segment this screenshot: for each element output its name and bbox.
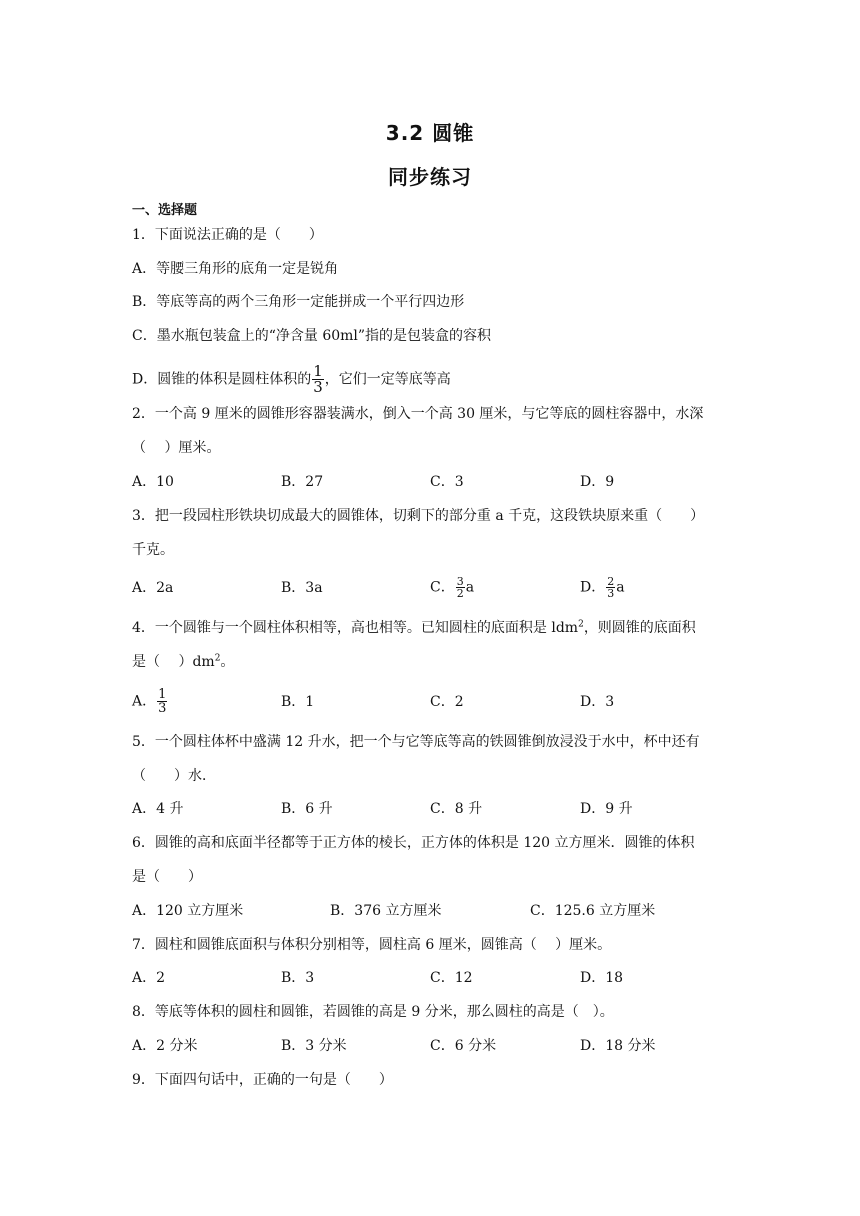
question-3-stem-continued: 千克。	[132, 542, 174, 558]
question-4-stem	[132, 618, 696, 638]
question-8-option-d: D．18 分米	[580, 1038, 656, 1054]
fraction	[157, 688, 167, 715]
option-text: a	[465, 579, 475, 596]
question-9-stem: 9．下面四句话中，正确的一句是（ ）	[132, 1072, 393, 1088]
question-6-option-c: C．125.6 立方厘米	[530, 903, 656, 919]
fraction-numerator: 2	[607, 575, 615, 588]
fraction	[606, 576, 615, 599]
question-6-option-b: B．376 立方厘米	[330, 903, 442, 919]
question-2-stem: 2．一个高 9 厘米的圆锥形容器装满水，倒入一个高 30 厘米，与它等底的圆柱容器中，水深	[132, 406, 704, 422]
fraction-numerator: 1	[158, 687, 167, 702]
page-title: 3.2 圆锥	[385, 121, 475, 145]
question-3-option-c	[430, 576, 474, 599]
question-7-stem: 7．圆柱和圆锥底面积与体积分别相等，圆柱高 6 厘米，圆锥高（ ）厘米。	[132, 937, 612, 953]
stem-text: 是（ ）dm	[132, 654, 215, 670]
question-7-option-a: A．2	[132, 970, 166, 986]
question-3-option-b: B．3a	[281, 580, 323, 596]
section-title: 一、选择题	[132, 203, 198, 218]
question-2-option-a: A．10	[132, 474, 174, 490]
question-8-option-b: B．3 分米	[281, 1038, 347, 1054]
option-d-text: ，它们一定等底等高	[324, 371, 451, 388]
question-3-stem: 3．把一段园柱形铁块切成最大的圆锥体，切剩下的部分重 a 千克，这段铁块原来重（ ）	[132, 508, 705, 524]
option-label: A．	[132, 693, 157, 710]
fraction	[312, 364, 324, 395]
fraction	[456, 576, 465, 599]
option-label: D．	[580, 579, 606, 596]
question-2-stem-continued: （ ）厘米。	[132, 440, 221, 456]
question-8-stem: 8．等底等体积的圆柱和圆锥，若圆锥的高是 9 分米，那么圆柱的高是（ ）。	[132, 1004, 614, 1020]
question-7-option-d: D．18	[580, 970, 624, 986]
question-7-option-b: B．3	[281, 970, 315, 986]
question-1-option-c: C．墨水瓶包装盒上的“净含量 60ml”指的是包装盒的容积	[132, 328, 492, 344]
fraction-denominator: 3	[313, 378, 323, 396]
fraction-denominator: 2	[456, 587, 464, 600]
stem-text: ，则圆锥的底面积	[583, 620, 696, 636]
fraction-denominator: 3	[607, 587, 615, 600]
question-4-stem-continued	[132, 652, 234, 672]
question-5-option-a: A．4 升	[132, 801, 184, 817]
fraction-denominator: 3	[158, 701, 167, 716]
question-7-option-c: C．12	[430, 970, 473, 986]
option-text: a	[616, 579, 625, 596]
superscript: 2	[578, 619, 584, 630]
page-subtitle: 同步练习	[388, 165, 472, 189]
stem-text: 4．一个圆锥与一个圆柱体积相等，高也相等。已知圆柱的底面积是 ldm	[132, 620, 579, 636]
question-2-option-c: C．3	[430, 474, 464, 490]
question-6-option-a: A．120 立方厘米	[132, 903, 244, 919]
question-8-option-c: C．6 分米	[430, 1038, 497, 1054]
question-5-option-d: D．9 升	[580, 801, 633, 817]
question-1-stem: 1．下面说法正确的是（ ）	[132, 227, 323, 243]
question-2-option-d: D．9	[580, 474, 615, 490]
stem-text: 。	[220, 654, 235, 670]
question-4-option-a	[132, 688, 168, 715]
question-2-option-b: B．27	[281, 474, 324, 490]
question-1-option-d	[132, 364, 451, 395]
option-label: C．	[430, 579, 455, 596]
question-4-option-c: C．2	[430, 694, 464, 710]
option-d-text: D．圆锥的体积是圆柱体积的	[132, 371, 312, 388]
question-3-option-a: A．2a	[132, 580, 174, 596]
question-1-option-a: A．等腰三角形的底角一定是锐角	[132, 261, 339, 277]
question-1-option-b: B．等底等高的两个三角形一定能拼成一个平行四边形	[132, 294, 465, 310]
question-5-stem-continued: （ ）水．	[132, 768, 216, 784]
superscript: 2	[214, 653, 221, 664]
question-6-stem: 6．圆锥的高和底面半径都等于正方体的棱长，正方体的体积是 120 立方厘米．圆锥的体积	[132, 835, 695, 851]
question-6-stem-continued: 是（ ）	[132, 869, 202, 885]
question-3-option-d	[580, 576, 625, 599]
question-5-option-b: B．6 升	[281, 801, 333, 817]
fraction-numerator: 1	[313, 362, 323, 380]
question-8-option-a: A．2 分米	[132, 1038, 198, 1054]
question-5-option-c: C．8 升	[430, 801, 483, 817]
question-5-stem: 5．一个圆柱体杯中盛满 12 升水，把一个与它等底等高的铁圆锥倒放浸没于水中，杯中还有	[132, 734, 700, 750]
question-4-option-d: D．3	[580, 694, 615, 710]
question-4-option-b: B．1	[281, 694, 315, 710]
fraction-numerator: 3	[456, 575, 464, 588]
